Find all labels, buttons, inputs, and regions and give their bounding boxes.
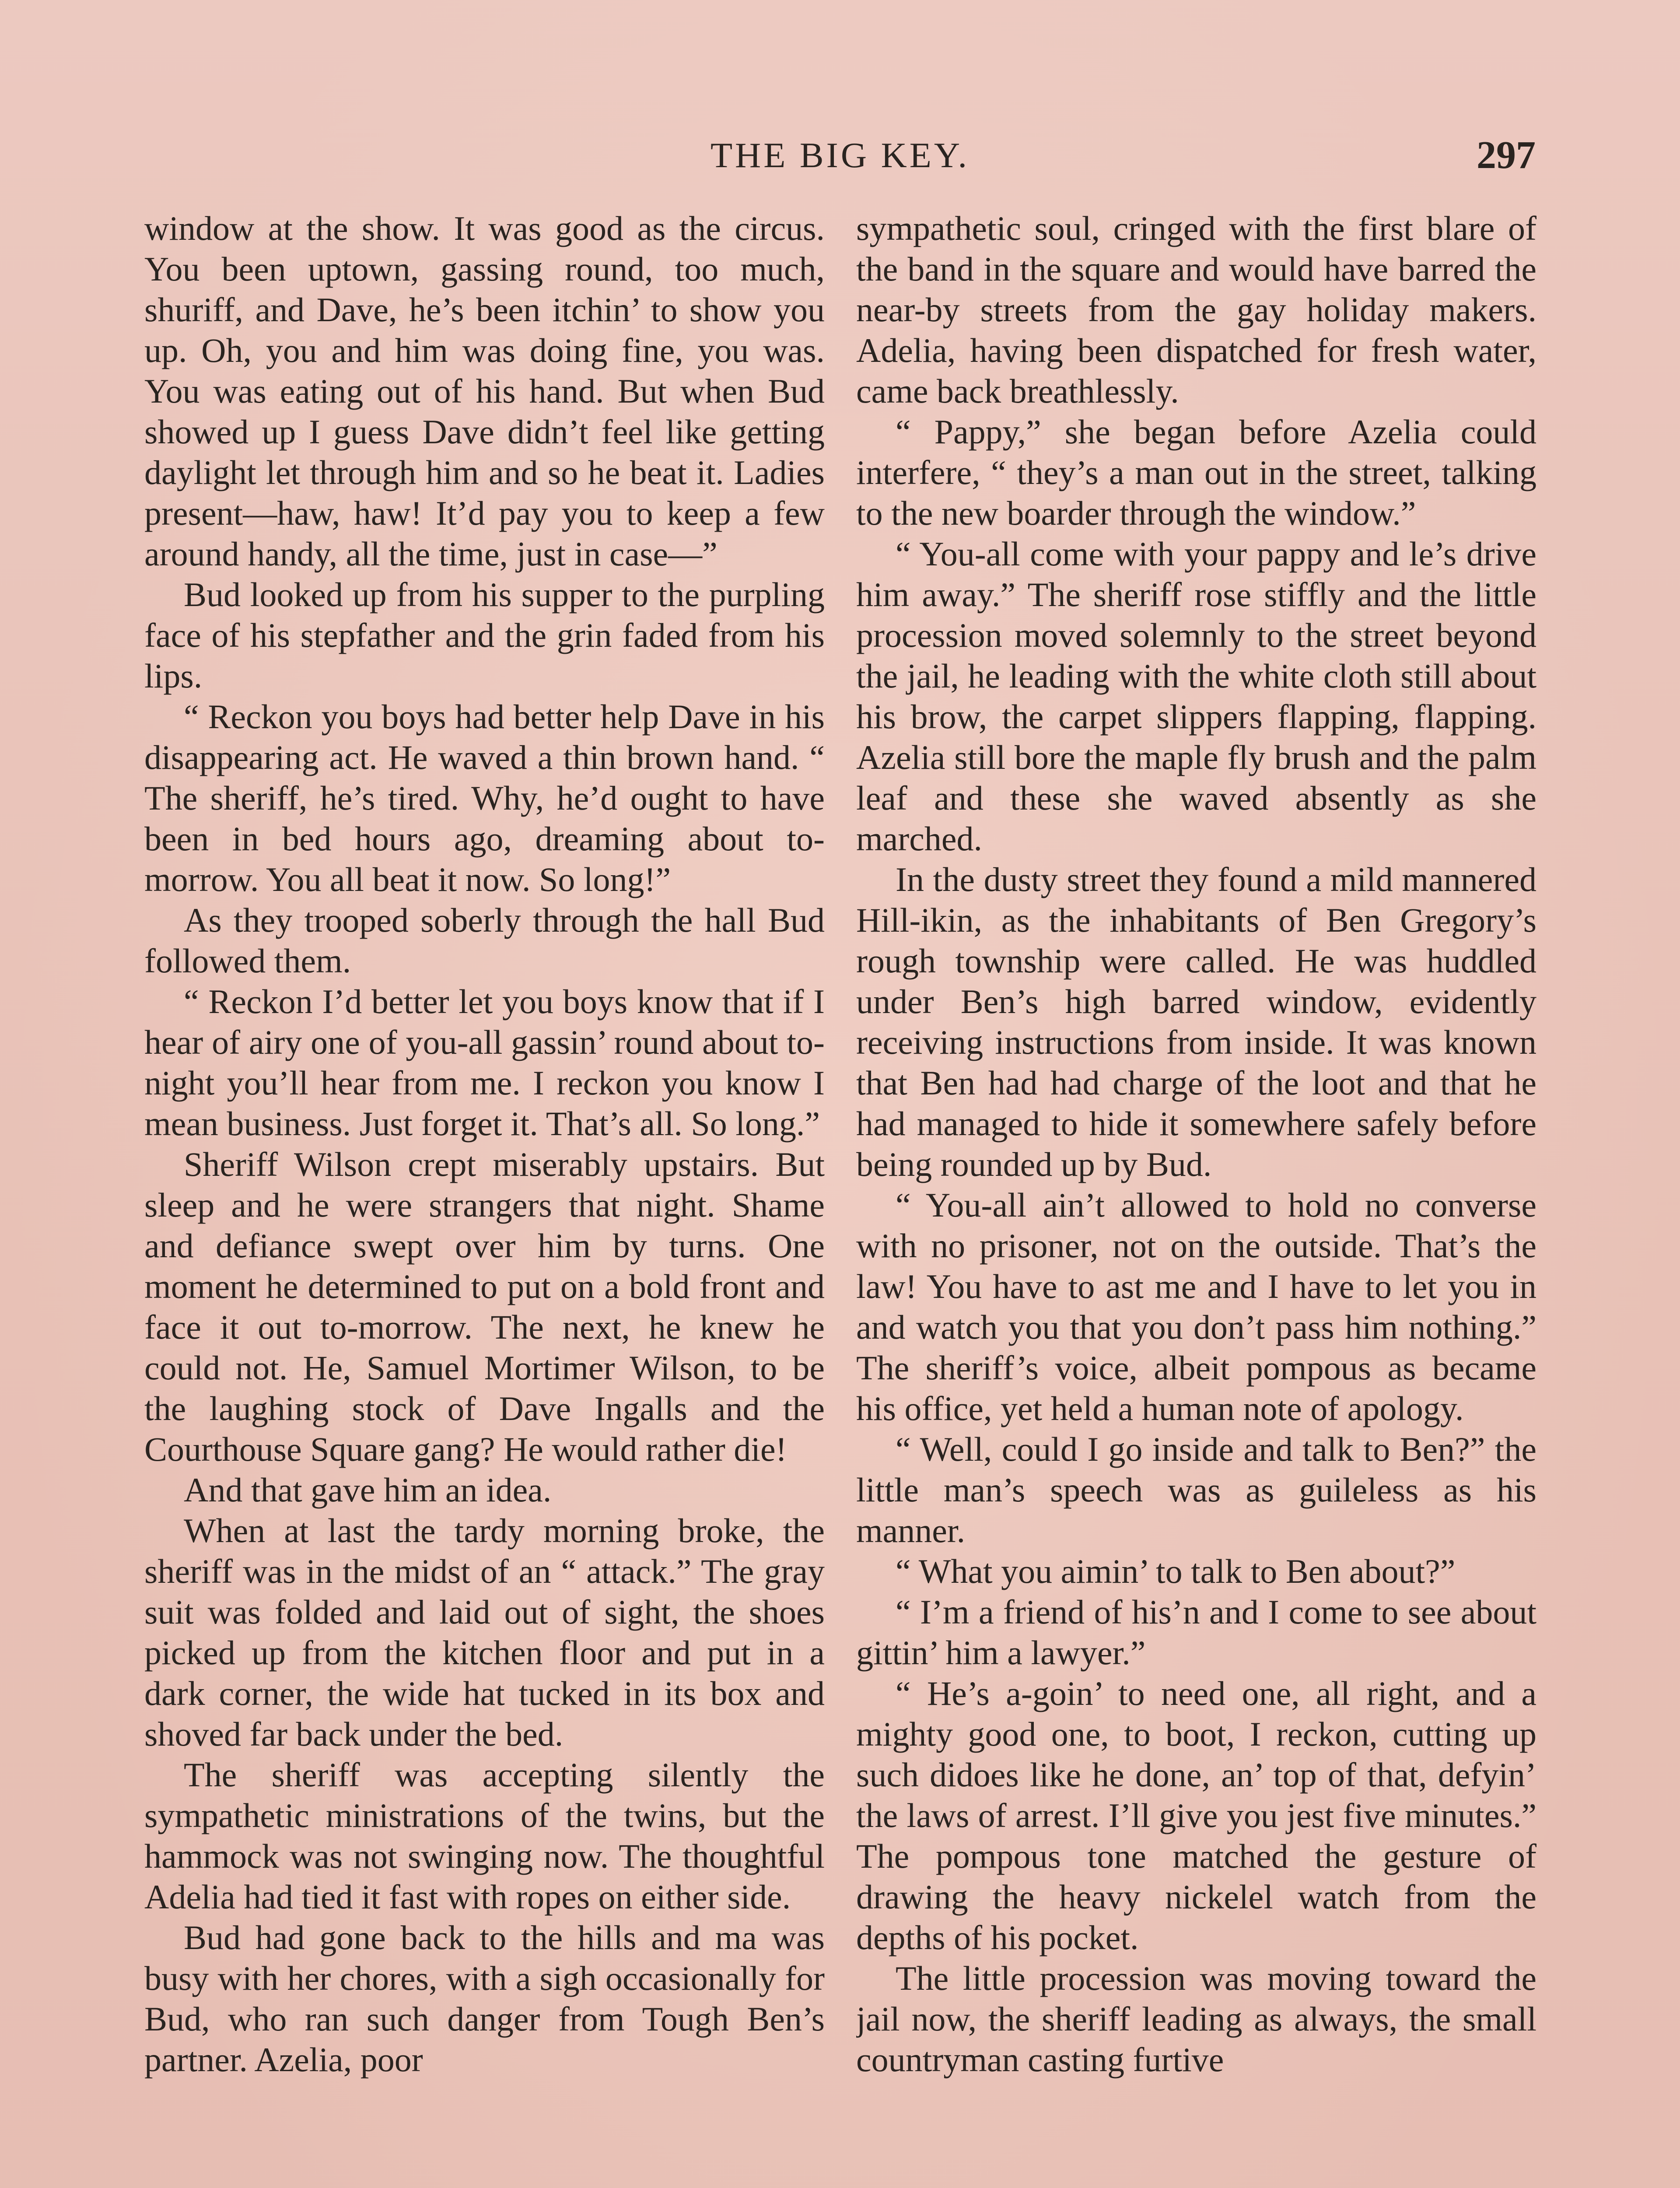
paragraph: In the dusty street they found a mild mannered Hill-ikin, as the inhabitants of Ben Gregory’s rough township were called. He was huddled under Ben’s high barred window, evidently receiving instructions from inside. It was known that Ben had had charge of the loot and that he had managed to hide it somewhere safely before being rounded up by Bud. — [856, 860, 1536, 1183]
running-title: THE BIG KEY. — [710, 135, 970, 175]
paragraph: The sheriff was accepting silently the sympathetic ministrations of the twins, but the hammock was not swinging now. The thoughtful Adelia had tied it fast with ropes on either side. — [144, 1756, 825, 1916]
paragraph: Sheriff Wilson crept miserably upstairs. But sleep and he were strangers that night. Shame and defiance swept over him by turns. One moment he determined to put on a bold front and face it out to-morrow. The next, he knew he could not. He, Samuel Mortimer Wilson, to be the laughing stock of Dave Ingalls and the Courthouse Square gang? He would rather die! — [144, 1145, 825, 1468]
page-number: 297 — [1477, 133, 1536, 177]
paragraph: “ Pappy,” she began before Azelia could interfere, “ they’s a man out in the street, talking to the new boarder through the window.” — [856, 413, 1536, 532]
paragraph: “ You-all ain’t allowed to hold no converse with no prisoner, not on the outside. That’s the law! You have to ast me and I have to let you in and watch you that you don’t pass him nothing.” The sheriff’s voice, albeit pompous as became his office, yet held a human note of apology. — [856, 1186, 1536, 1427]
paragraph: “ Reckon I’d better let you boys know that if I hear of airy one of you-all gassin’ round about to-night you’ll hear from me. I reckon you know I mean business. Just forget it. That’s all. So long.” — [144, 982, 825, 1143]
paragraph: “ You-all come with your pappy and le’s drive him away.” The sheriff rose stiffly and the little procession moved solemnly to the street beyond the jail, he leading with the white cloth still about his brow, the carpet slippers flapping, flapping. Azelia still bore the maple fly brush and the palm leaf and these she waved absently as she marched. — [856, 535, 1536, 858]
paragraph: When at last the tardy morning broke, the sheriff was in the midst of an “ attack.” The gray suit was folded and laid out of sight, the shoes picked up from the kitchen floor and put in a dark corner, the wide hat tucked in its box and shoved far back under the bed. — [144, 1511, 825, 1753]
right-column — [856, 208, 1536, 2188]
paragraph: Bud had gone back to the hills and ma was busy with her chores, with a sigh occasionally for Bud, who ran such danger from Tough Ben’s partner. Azelia, poor — [144, 1918, 825, 2079]
paragraph: The little procession was moving toward the jail now, the sheriff leading as always, the small countryman casting furtive — [856, 1959, 1536, 2079]
left-column — [144, 208, 825, 2188]
paragraph: “ I’m a friend of his’n and I come to see about gittin’ him a lawyer.” — [856, 1593, 1536, 1672]
paragraph: And that gave him an idea. — [184, 1471, 552, 1509]
paragraph: As they trooped soberly through the hall Bud followed them. — [144, 901, 825, 980]
running-header — [144, 131, 1536, 179]
paragraph: window at the show. It was good as the circus. You been uptown, gassing round, too much, shuriff, and Dave, he’s been itchin’ to show you up. Oh, you and him was doing fine, you was. You was eating out of his hand. But when Bud showed up I guess Dave didn’t feel like getting daylight let through him and so he beat it. Ladies present—haw, haw! It’d pay you to keep a few around handy, all the time, just in case—” — [144, 209, 825, 573]
paragraph: sympathetic soul, cringed with the first blare of the band in the square and would have barred the near-by streets from the gay holiday makers. Adelia, having been dispatched for fresh water, came back breathlessly. — [856, 209, 1536, 410]
paragraph: Bud looked up from his supper to the purpling face of his stepfather and the grin faded from his lips. — [144, 575, 825, 695]
paragraph: “ Well, could I go inside and talk to Ben?” the little man’s speech was as guileless as his manner. — [856, 1430, 1536, 1550]
paragraph: “ What you aimin’ to talk to Ben about?” — [896, 1552, 1456, 1590]
paragraph: “ Reckon you boys had better help Dave in his disappearing act. He waved a thin brown hand. “ The sheriff, he’s tired. Why, he’d ought to have been in bed hours ago, dreaming about to-morrow. You all beat it now. So long!” — [144, 698, 825, 898]
paragraph: “ He’s a-goin’ to need one, all right, and a mighty good one, to boot, I reckon, cutting up such didoes like he done, an’ top of that, defyin’ the laws of arrest. I’ll give you jest five minutes.” The pompous tone matched the gesture of drawing the heavy nickelel watch from the depths of his pocket. — [856, 1674, 1536, 1957]
